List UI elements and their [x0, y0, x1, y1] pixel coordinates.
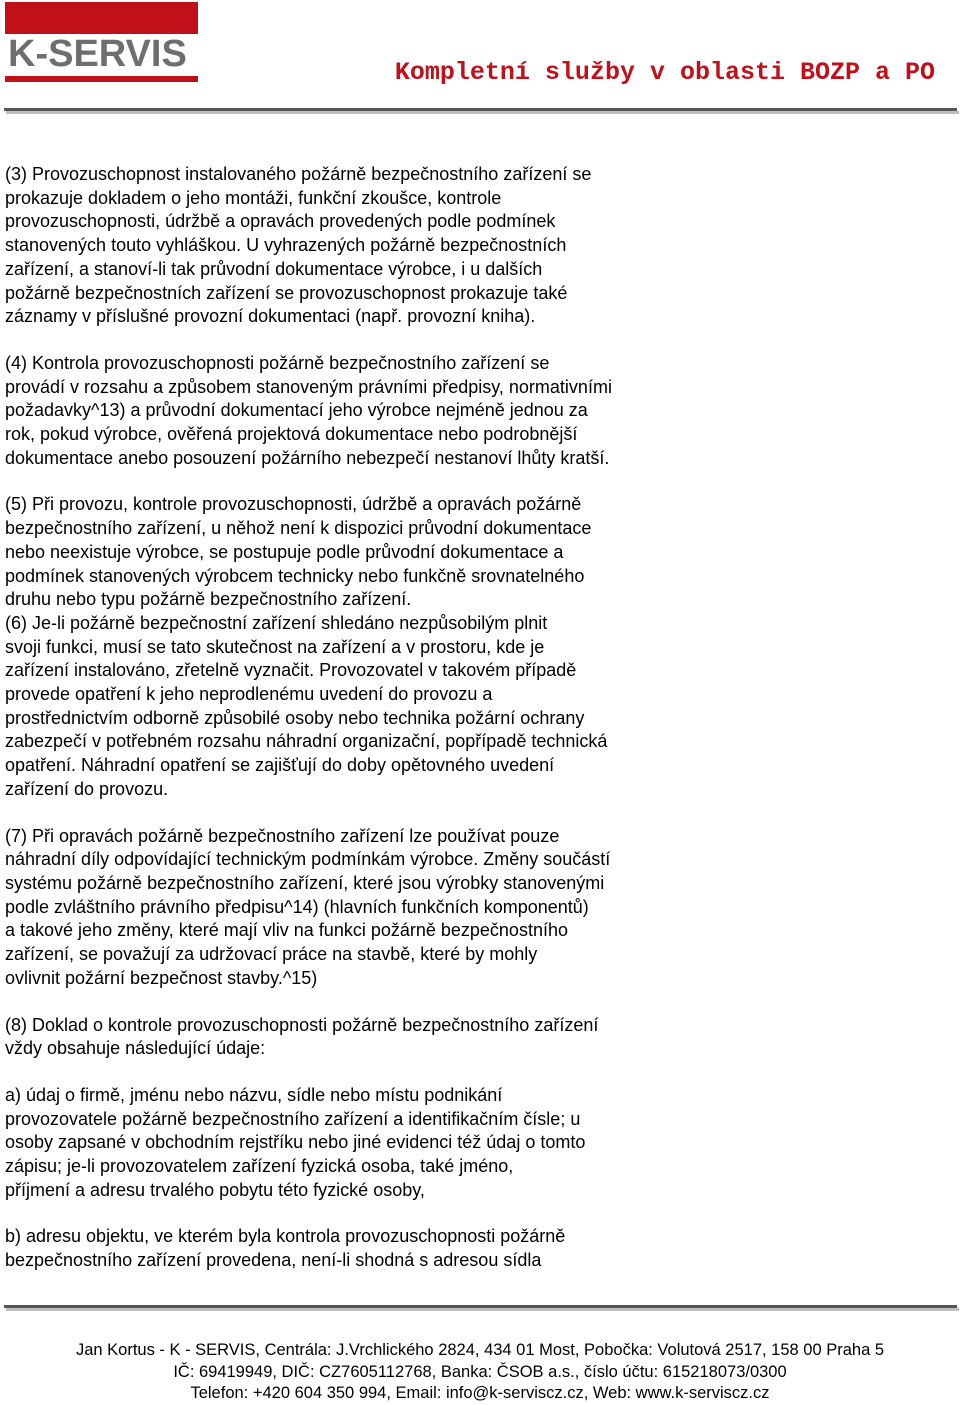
- paragraph-4: (4) Kontrola provozuschopnosti požárně bezpečnostního zařízení se provádí v rozsahu a způsobem stanoveným právními předpisy, normativními požadavky^13) a průvodní dokumentací jeho výrobce nejméně jednou za rok, pokud výrobce, ověřená projektová dokumentace nebo podrobnější dokumentace anebo posouzení požárního nebezpečí nestanoví lhůty kratší.: [5, 352, 612, 468]
- footer-divider: [4, 1305, 957, 1308]
- page-footer: [0, 1340, 960, 1405]
- logo-red-block: [5, 2, 198, 34]
- document-body: [5, 163, 950, 1273]
- list-item-a: a) údaj o firmě, jménu nebo názvu, sídle nebo místu podnikání provozovatele požárně bezpečnostního zařízení a identifikačním čísle; u osoby zapsané v obchodním rejstříku nebo jiné evidenci též údaj o tomto zápisu; je-li provozovatelem zařízení fyzická osoba, také jméno, příjmení a adresu trvalého pobytu této fyzické osoby,: [5, 1084, 586, 1200]
- paragraph-7: (7) Při opravách požárně bezpečnostního zařízení lze používat pouze náhradní díly odpovídající technickým podmínkám výrobce. Změny součástí systému požárně bezpečnostního zařízení, které jsou výrobky stanovenými podle zvláštního právního předpisu^14) (hlavních funkčních komponentů) a takové jeho změny, které mají vliv na funkci požárně bezpečnostního zařízení, se považují za udržovací práce na stavbě, které by mohly ovlivnit požární bezpečnost stavby.^15): [5, 825, 611, 988]
- footer-address: Jan Kortus - K - SERVIS, Centrála: J.Vrchlického 2824, 434 01 Most, Pobočka: Volutová 2517, 158 00 Praha 5: [75, 1341, 885, 1359]
- paragraph-3: (3) Provozuschopnost instalovaného požárně bezpečnostního zařízení se prokazuje dokladem o jeho montáži, funkční zkoušce, kontrole provozuschopnosti, údržbě a opravách provedených podle podmínek stanovených touto vyhláškou. U vyhrazených požárně bezpečnostních zařízení, a stanoví-li tak průvodní dokumentace výrobce, i u dalších požárně bezpečnostních zařízení se provozuschopnost prokazuje také záznamy v příslušné provozní dokumentaci (např. provozní kniha).: [5, 164, 592, 327]
- paragraph-gap: [5, 1061, 950, 1084]
- footer-company-ids: IČ: 69419949, DIČ: CZ7605112768, Banka: ČSOB a.s., číslo účtu: 615218073/0300: [173, 1362, 787, 1381]
- logo-text: K-SERVIS: [8, 33, 187, 75]
- paragraph-gap: [5, 1202, 950, 1225]
- paragraph-6: (6) Je-li požárně bezpečnostní zařízení shledáno nezpůsobilým plnit svoji funkci, musí se tato skutečnost na zařízení a v prostoru, kde je zařízení instalováno, zřetelně vyznačit. Provozovatel v takovém případě provede opatření k jeho neprodlenému uvedení do provozu a prostřednictvím odborně způsobilé osoby nebo technika požární ochrany zabezpečí v potřebném rozsahu náhradní organizační, popřípadě technická opatření. Náhradní opatření se zajišťují do doby opětovného uvedení zařízení do provozu.: [5, 612, 608, 799]
- company-logo: [5, 2, 198, 82]
- list-item-b: b) adresu objektu, ve kterém byla kontrola provozuschopnosti požárně bezpečnostního zařízení provedena, není-li shodná s adresou sídla: [5, 1226, 566, 1271]
- logo-red-bar: [5, 76, 198, 82]
- paragraph-gap: [5, 991, 950, 1014]
- paragraph-gap: [5, 329, 950, 352]
- header-divider: [4, 108, 957, 111]
- footer-contacts: Telefon: +420 604 350 994, Email: info@k-serviscz.cz, Web: www.k-serviscz.cz: [190, 1384, 770, 1402]
- paragraph-gap: [5, 802, 950, 825]
- paragraph-gap: [5, 470, 950, 493]
- header-tagline: Kompletní služby v oblasti BOZP a PO: [394, 58, 935, 87]
- paragraph-8: (8) Doklad o kontrole provozuschopnosti požárně bezpečnostního zařízení vždy obsahuje následující údaje:: [5, 1014, 599, 1059]
- paragraph-5: (5) Při provozu, kontrole provozuschopnosti, údržbě a opravách požárně bezpečnostního zařízení, u něhož není k dispozici průvodní dokumentace nebo neexistuje výrobce, se postupuje podle průvodní dokumentace a podmínek stanovených výrobcem technicky nebo funkčně srovnatelného druhu nebo typu požárně bezpečnostního zařízení.: [5, 494, 592, 610]
